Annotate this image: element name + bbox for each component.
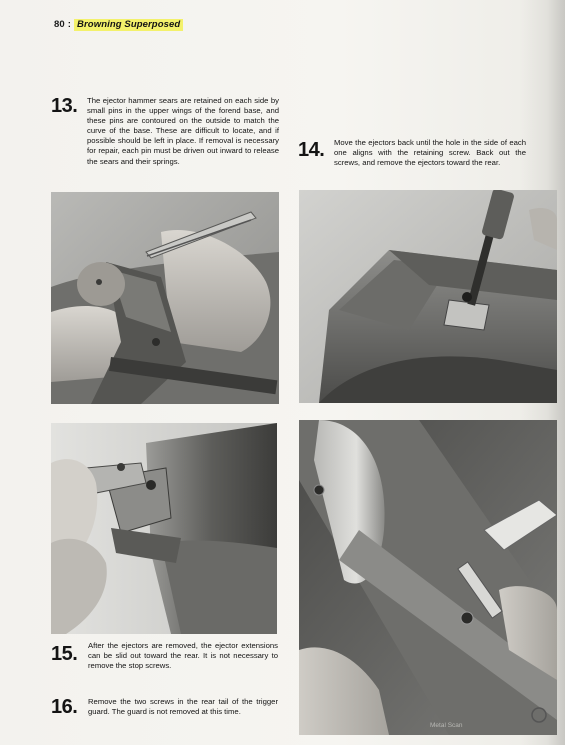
photo-step-14-image <box>299 190 557 403</box>
step-text: Move the ejectors back until the hole in the side of each one aligns with the retaining screw. Back out the screws, and remove the ejectors toward the rear. <box>334 138 526 168</box>
step-number: 16. <box>51 696 78 718</box>
photo-step-16-image <box>299 420 557 735</box>
step-text: Remove the two screws in the rear tail of the trigger guard. The guard is not removed at this time. <box>88 697 278 717</box>
running-header <box>54 19 183 30</box>
step-14 <box>298 138 530 182</box>
photo-step-13-image <box>51 192 279 404</box>
photo-step-15 <box>51 423 277 634</box>
step-16 <box>51 697 283 727</box>
header-separator: : <box>67 19 72 30</box>
book-title: Browning Superposed <box>74 19 183 31</box>
step-15 <box>51 641 283 677</box>
step-number: 14. <box>298 139 325 161</box>
step-text: After the ejectors are removed, the ejector extensions can be slid out toward the rear. It is not necessary to remove the stop screws. <box>88 641 278 671</box>
photo-step-15-image <box>51 423 277 634</box>
page-number: 80 <box>54 19 65 30</box>
step-number: 15. <box>51 643 78 665</box>
photo-step-14 <box>299 190 557 403</box>
scan-watermark: Metal Scan <box>430 722 463 729</box>
step-number: 13. <box>51 95 78 117</box>
photo-step-16 <box>299 420 557 735</box>
photo-step-13 <box>51 192 279 404</box>
step-13 <box>51 96 281 176</box>
step-text: The ejector hammer sears are retained on each side by small pins in the upper wings of the forend base, and these pins are contoured on the outside to match the curve of the base. These are difficult to locate, and if possible should be left in place. If removal is necessary for repair, each pin must be driven out inward to release the sears and their springs. <box>87 96 279 166</box>
